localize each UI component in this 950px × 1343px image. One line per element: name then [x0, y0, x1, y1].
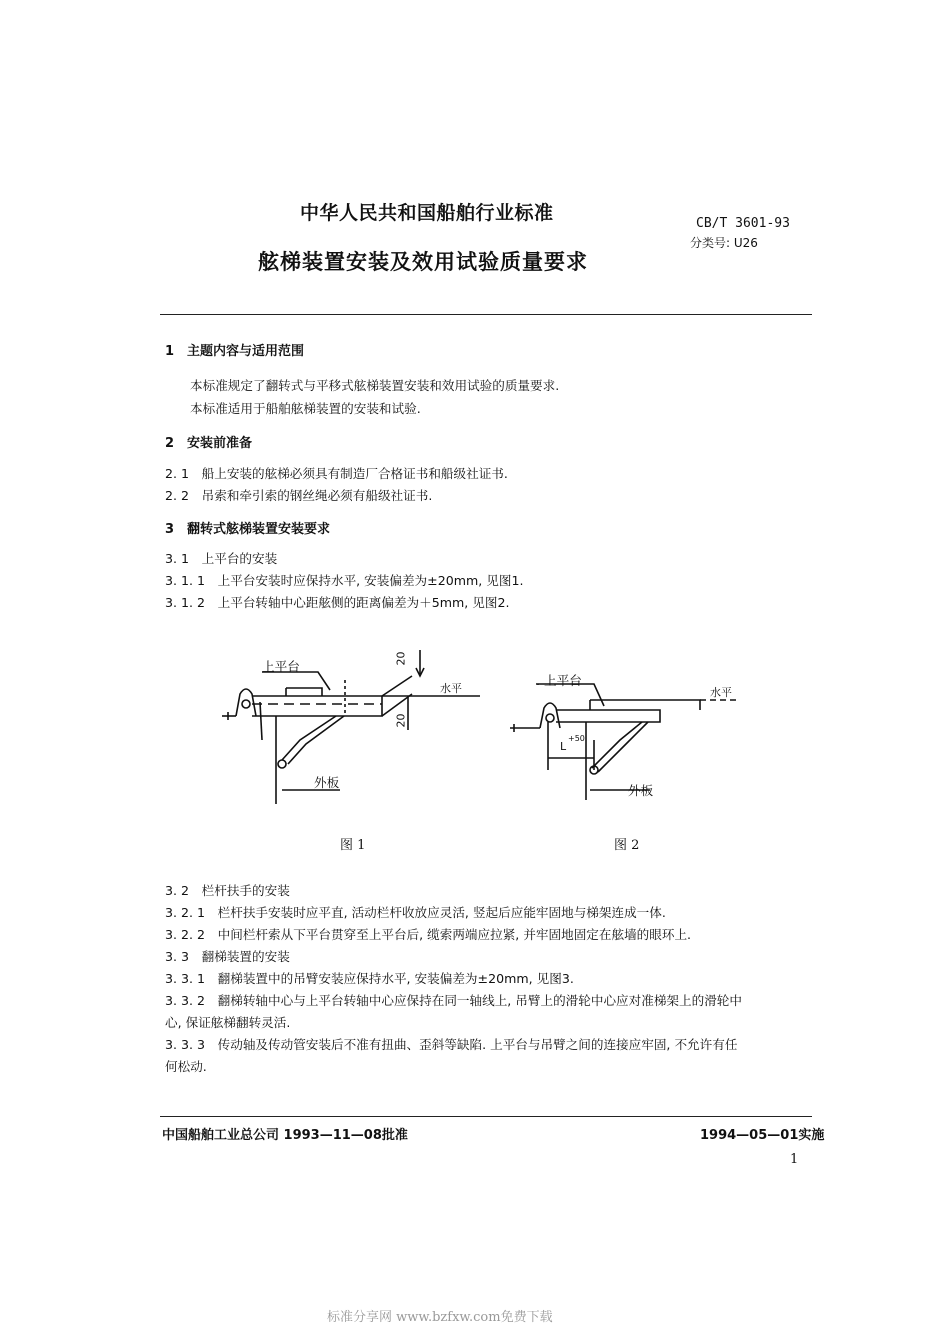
figure-2-dim-tolerance: +50 — [568, 734, 585, 743]
section-2-heading: 2 安装前准备 — [165, 436, 253, 451]
figure-1-drawing — [222, 650, 480, 804]
section-1-para-2: 本标准适用于船舶舷梯装置的安装和试验. — [190, 401, 421, 416]
item-3-3-2-line-2: 心, 保证舷梯翻转灵活. — [165, 1015, 291, 1030]
section-1-para-1: 本标准规定了翻转式与平移式舷梯装置安装和效用试验的质量要求. — [190, 378, 560, 393]
figure-2-caption: 图 2 — [614, 838, 640, 853]
item-3-3-3-line-2: 何松动. — [165, 1059, 207, 1074]
section-3-heading: 3 翻转式舷梯装置安装要求 — [165, 522, 331, 537]
approval-text: 中国船舶工业总公司 1993—11—08批准 — [162, 1128, 408, 1143]
figure-1-caption: 图 1 — [340, 838, 366, 853]
figure-2-drawing — [510, 684, 738, 800]
item-3-1-2: 3. 1. 2 上平台转轴中心距舷侧的距离偏差为＋5mm, 见图2. — [165, 595, 510, 610]
item-3-1-1: 3. 1. 1 上平台安装时应保持水平, 安装偏差为±20mm, 见图1. — [165, 573, 524, 588]
watermark-text: 标准分享网 www.bzfxw.com免费下载 — [327, 1310, 553, 1325]
section-1-heading: 1 主题内容与适用范围 — [165, 344, 305, 359]
item-3-2-1: 3. 2. 1 栏杆扶手安装时应平直, 活动栏杆收放应灵活, 竖起后应能牢固地与梯架连成一体. — [165, 905, 666, 920]
figure-2-label-platform: . 上平台 — [536, 673, 582, 688]
figure-2-dim-label: L — [560, 740, 567, 753]
standard-code: CB/T 3601-93 — [696, 216, 790, 231]
item-2-2: 2. 2 吊索和牵引索的钢丝绳必须有船级社证书. — [165, 488, 433, 503]
page-number: 1 — [790, 1152, 799, 1167]
organization-title: 中华人民共和国船舶行业标准 — [300, 202, 554, 224]
item-3-2-2: 3. 2. 2 中间栏杆索从下平台贯穿至上平台后, 缆索两端应拉紧, 并牢固地固定在舷墙的眼环上. — [165, 927, 692, 942]
document-title: 舷梯装置安装及效用试验质量要求 — [258, 250, 588, 274]
item-3-3-2-line-1: 3. 3. 2 翻梯转轴中心与上平台转轴中心应保持在同一轴线上, 吊臂上的滑轮中心应对准梯架上的滑轮中 — [165, 993, 742, 1008]
item-3-2: 3. 2 栏杆扶手的安装 — [165, 883, 290, 898]
figure-1-label-shell: 外板 — [314, 775, 340, 790]
figure-1-dim-bottom: 20 — [394, 713, 408, 728]
figure-2-label-shell: 外板 — [628, 783, 654, 798]
figure-1-dim-top: 20 — [394, 651, 408, 666]
effective-date: 1994—05—01实施 — [700, 1128, 825, 1143]
item-2-1: 2. 1 船上安装的舷梯必须具有制造厂合格证书和船级社证书. — [165, 466, 508, 481]
item-3-1: 3. 1 上平台的安装 — [165, 551, 278, 566]
item-3-3-1: 3. 3. 1 翻梯装置中的吊臂安装应保持水平, 安装偏差为±20mm, 见图3. — [165, 971, 574, 986]
figure-1-label-horizontal: 水平 — [440, 682, 462, 695]
footer-divider — [160, 1116, 812, 1117]
classification-number: 分类号: U26 — [690, 236, 758, 250]
figure-1-label-platform: 上平台 — [262, 659, 300, 674]
item-3-3-3-line-1: 3. 3. 3 传动轴及传动管安装后不准有扭曲、歪斜等缺陷. 上平台与吊臂之间的连接应牢固, 不允许有任 — [165, 1037, 738, 1052]
figure-2-label-horizontal: 水平 — [710, 686, 732, 699]
item-3-3: 3. 3 翻梯装置的安装 — [165, 949, 290, 964]
